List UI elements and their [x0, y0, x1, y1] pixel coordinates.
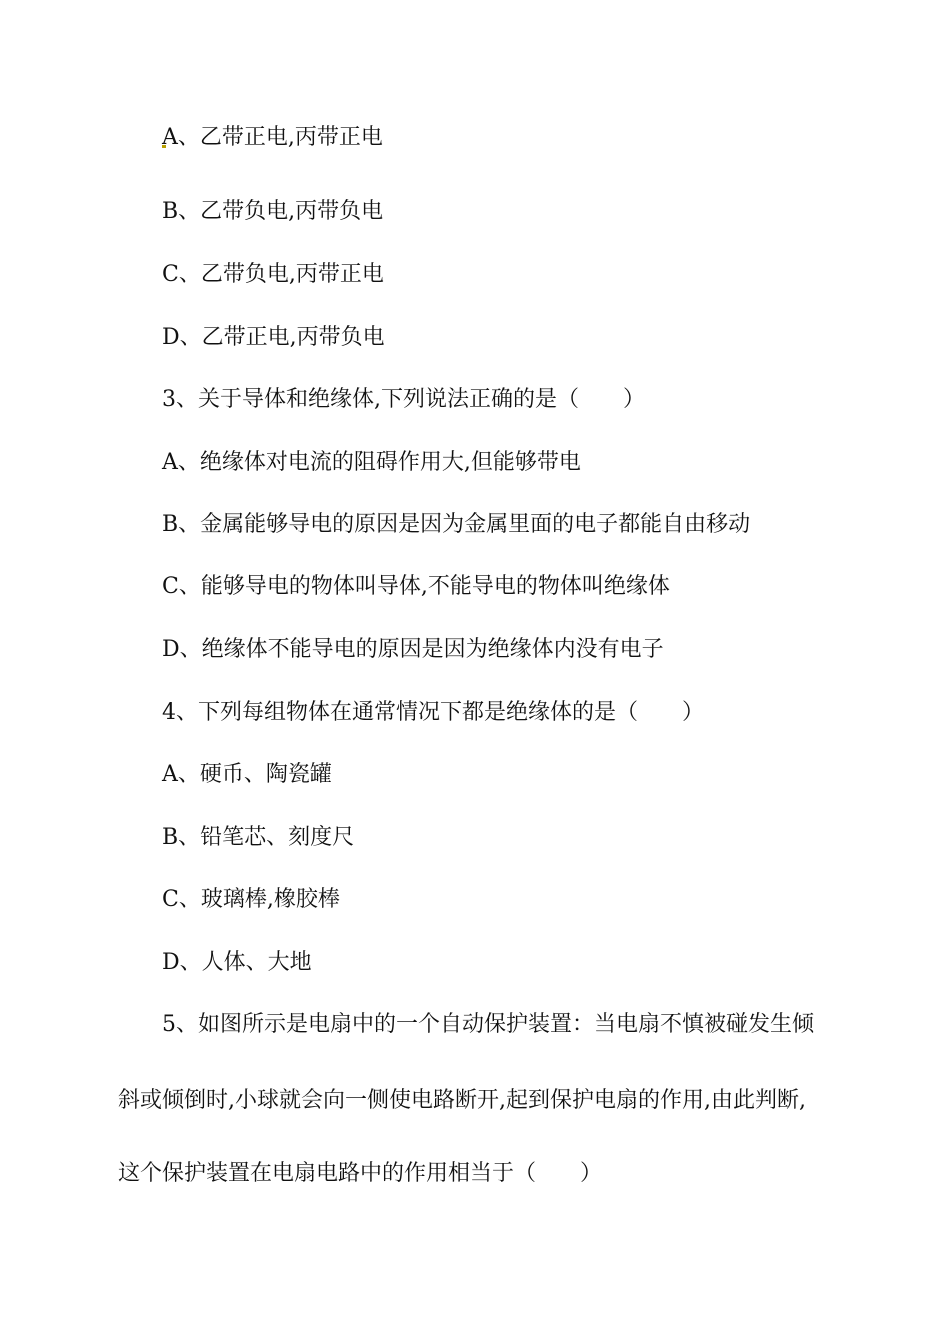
- question-3-option-d: D、绝缘体不能导电的原因是因为绝缘体内没有电子: [162, 637, 664, 662]
- option-a-prev: A、乙带正电,丙带正电: [162, 125, 383, 150]
- question-5-line-3: 这个保护装置在电扇电路中的作用相当于（ ）: [118, 1161, 603, 1186]
- question-3-option-a: A、绝缘体对电流的阻碍作用大,但能够带电: [162, 450, 581, 475]
- option-d-prev: D、乙带正电,丙带负电: [162, 325, 385, 350]
- option-b-prev: B、乙带负电,丙带负电: [162, 199, 384, 224]
- question-5-line-1: 5、如图所示是电扇中的一个自动保护装置：当电扇不慎被碰发生倾: [162, 1012, 814, 1037]
- question-4-option-d: D、人体、大地: [162, 950, 312, 975]
- question-4: 4、下列每组物体在通常情况下都是绝缘体的是（ ）: [162, 700, 704, 725]
- question-3-option-c: C、能够导电的物体叫导体,不能导电的物体叫绝缘体: [162, 574, 670, 599]
- question-3-option-b: B、金属能够导电的原因是因为金属里面的电子都能自由移动: [162, 512, 751, 537]
- question-3: 3、关于导体和绝缘体,下列说法正确的是（ ）: [162, 387, 645, 412]
- question-4-option-a: A、硬币、陶瓷罐: [162, 762, 332, 787]
- question-5-line-2: 斜或倾倒时,小球就会向一侧使电路断开,起到保护电扇的作用,由此判断,: [118, 1088, 806, 1113]
- option-c-prev: C、乙带负电,丙带正电: [162, 262, 384, 287]
- question-4-option-b: B、铅笔芯、刻度尺: [162, 825, 355, 850]
- question-4-option-c: C、玻璃棒,橡胶棒: [162, 887, 340, 912]
